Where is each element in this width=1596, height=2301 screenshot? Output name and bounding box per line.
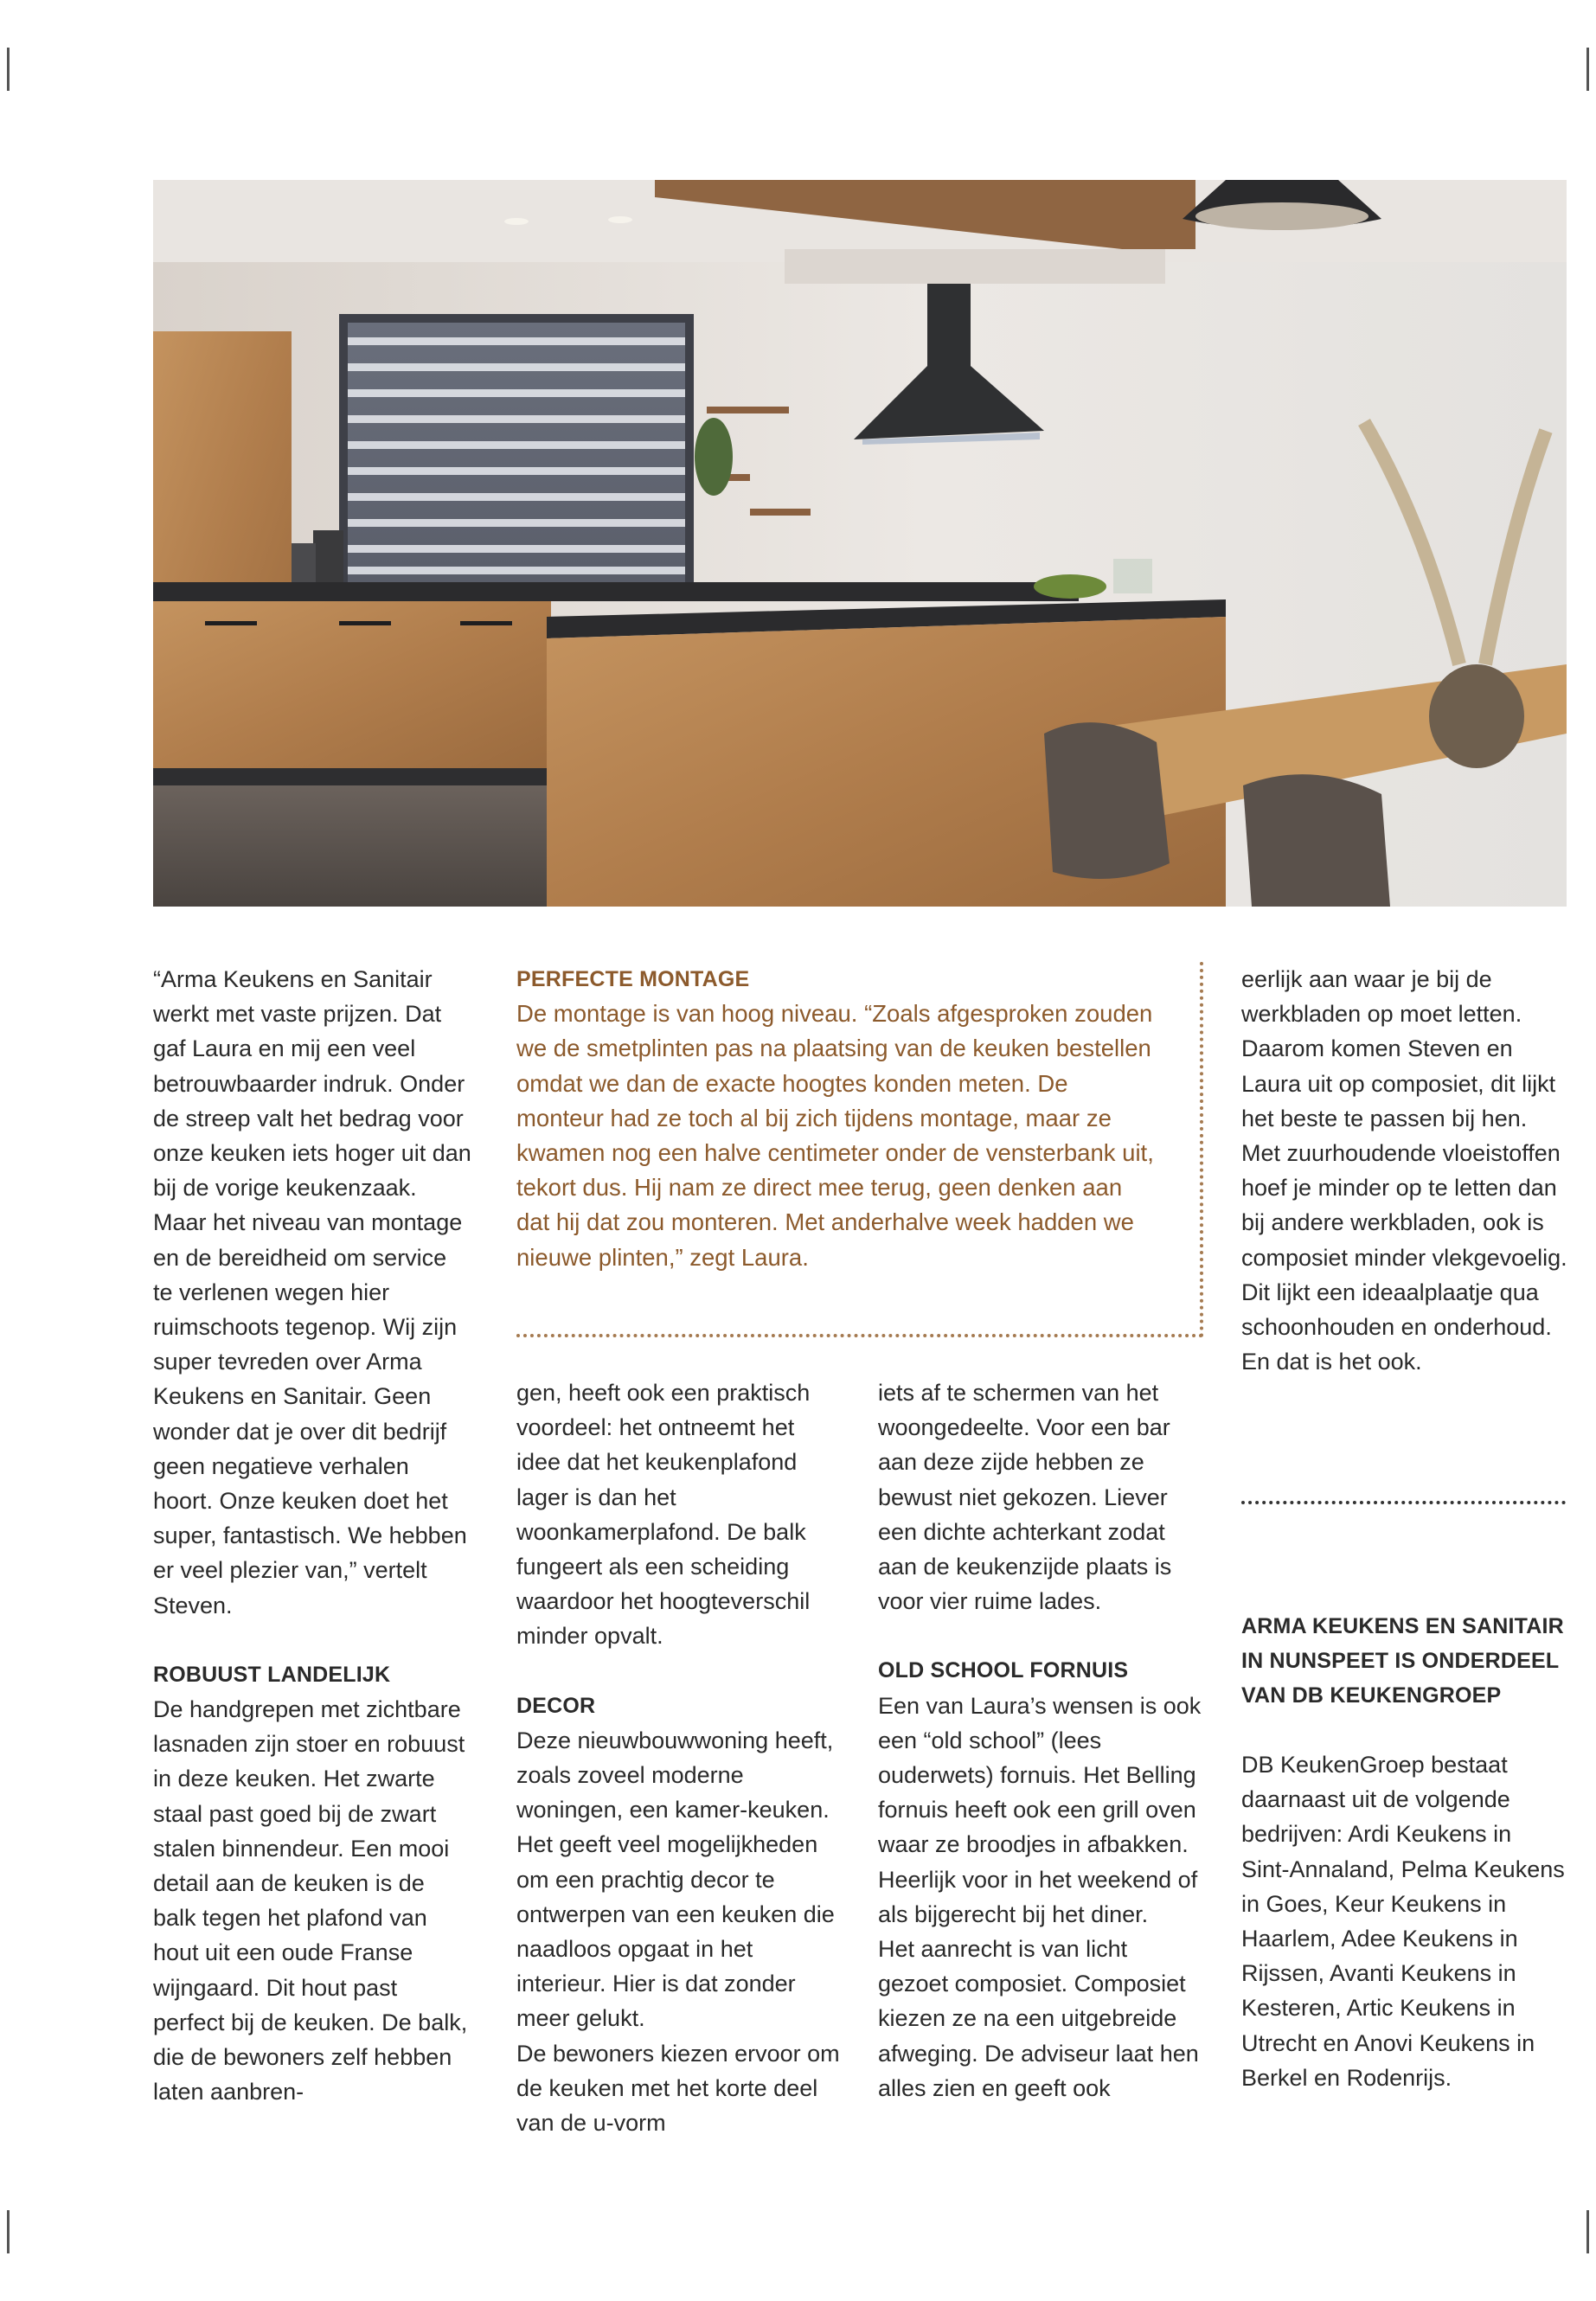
paragraph: iets af te schermen van het woongedeelte. Voor een bar aan deze zijde hebben ze bewust niet gekozen. Liever een dichte achterkant zodat aan de keukenzijde plaats is voor vier ruime lades. <box>878 1380 1172 1615</box>
dining-chair <box>1243 774 1390 907</box>
sidebar-heading: ARMA KEUKENS EN SANITAIR IN NUNSPEET IS ONDERDEEL VAN DB KEUKENGROEP <box>1241 1614 1564 1708</box>
text-column-3 <box>878 1375 1202 2106</box>
sidebar-box <box>1241 1609 1566 2095</box>
cabinet-handles <box>205 621 512 625</box>
sidebar-text: DB KeukenGroep bestaat daarnaast uit de volgende bedrijven: Ardi Keukens in Sint-Annaland, Pelma Keukens in Goes, Keur Keukens in Haarlem, Adee Keukens in Rijssen, Avanti Keukens in Kesteren, Artic Keukens in Utrecht en Anovi Keukens in Berkel en Rodenrijs. <box>1241 1752 1565 2091</box>
crop-mark-bottom-right <box>1586 2210 1589 2253</box>
paragraph: Een van Laura’s wensen is ook een “old school” (lees ouderwets) fornuis. Het Belling fornuis heeft ook een grill oven waar ze broodjes in afbakken. Heerlijk voor in het weekend of als bijgerecht bij het diner. <box>878 1692 1202 1927</box>
dining-chair <box>1044 722 1170 879</box>
crop-mark-bottom-left <box>7 2210 10 2253</box>
soffit <box>785 249 1165 284</box>
kitchen-photo <box>153 180 1567 907</box>
text-column-1 <box>153 962 471 2110</box>
lower-cabinets <box>153 601 551 774</box>
crop-mark-top-left <box>7 48 10 91</box>
dotted-divider <box>1241 1501 1566 1504</box>
kettle <box>292 543 316 582</box>
box-heading: PERFECTE MONTAGE <box>516 967 750 991</box>
paragraph: Het aanrecht is van licht gezoet composiet. Composiet kiezen ze na een uitgebreide afweging. De adviseur laat hen alles zien en geeft ook <box>878 1936 1199 2101</box>
cabinet-plinth <box>153 768 551 787</box>
paragraph: eerlijk aan waar je bij de werkbladen op moet letten. Daarom komen Steven en Laura uit op composiet, dit lijkt het beste te passen bij hen. Met zuurhoudende vloeistoffen hoef je minder op te letten dan bij andere werkbladen, ook is composiet minder vlekgevoelig. Dit lijkt een ideaalplaatje qua schoonhouden en onderhoud. En dat is het ook. <box>1241 966 1567 1375</box>
highlight-box-content <box>516 962 1157 1275</box>
paragraph: Deze nieuwbouwwoning heeft, zoals zoveel moderne woningen, een kamer-keuken. Het geeft veel mogelijkheden om een prachtig decor te ontwerpen van een keuken die naadloos opgaat in het interieur. Hier is dat zonder meer gelukt. <box>516 1727 835 2032</box>
coffee-machine <box>313 530 343 582</box>
downlight <box>608 216 632 223</box>
text-column-2 <box>516 1375 841 2140</box>
floor <box>153 785 547 907</box>
section-heading: OLD SCHOOL FORNUIS <box>878 1658 1129 1683</box>
wall-shelf <box>750 509 811 516</box>
window-blinds <box>348 323 685 582</box>
box-text: De montage is van hoog niveau. “Zoals afgesproken zouden we de smetplinten pas na plaatsing van de keuken bestellen omdat we dan de exacte hoogtes konden meten. De monteur had ze toch al bij zich tijdens montage, maar ze kwamen nog een halve centimeter onder de vensterbank uit, tekort dus. Hij nam ze direct mee terug, geen denken aan dat hij dat zou monteren. Met anderhalve week hadden we nieuwe plinten,” zegt Laura. <box>516 1000 1154 1271</box>
crop-mark-top-right <box>1586 48 1589 91</box>
highlight-box <box>516 962 1203 1337</box>
ceramic-vase <box>1429 664 1524 768</box>
paragraph: “Arma Keukens en Sanitair werkt met vaste prijzen. Dat gaf Laura en mij een veel betrouwbaarder indruk. Onder de streep valt het bedrag voor onze keuken iets hoger uit dan bij de vorige keukenzaak. Maar het niveau van montage en de bereidheid om service te verlenen wegen hier ruimschoots tegenop. Wij zijn super tevreden over Arma Keukens en Sanitair. Geen wonder dat je over dit bedrijf geen negatieve verhalen hoort. Onze keuken doet het super, fantastisch. We hebben er veel plezier van,” vertelt Steven. <box>153 966 471 1618</box>
paragraph: De handgrepen met zichtbare lasnaden zijn stoer en robuust in deze keuken. Het zwarte staal past goed bij de zwart stalen binnendeur. Een mooi detail aan de keuken is de balk tegen het plafond van hout uit een oude Franse wijngaard. Dit hout past perfect bij de keuken. De balk, die de bewoners zelf hebben laten aanbren- <box>153 1696 468 2106</box>
downlight <box>504 218 529 225</box>
countertop <box>153 582 1079 601</box>
fruit-bowl <box>1034 574 1106 599</box>
pendant-lamp-inner <box>1195 202 1368 230</box>
glass-vase <box>1113 559 1152 593</box>
wall-shelf <box>707 407 789 413</box>
hanging-plant <box>695 418 733 496</box>
text-column-4 <box>1241 962 1570 1379</box>
section-heading: ROBUUST LANDELIJK <box>153 1662 391 1687</box>
paragraph: gen, heeft ook een praktisch voordeel: het ontneemt het idee dat het keukenplafond lager is dan het woonkamerplafond. De balk fungeert als een scheiding waardoor het hoogteverschil minder opvalt. <box>516 1380 811 1650</box>
section-heading: DECOR <box>516 1693 596 1718</box>
paragraph: De bewoners kiezen ervoor om de keuken met het korte deel van de u-vorm <box>516 2040 840 2137</box>
